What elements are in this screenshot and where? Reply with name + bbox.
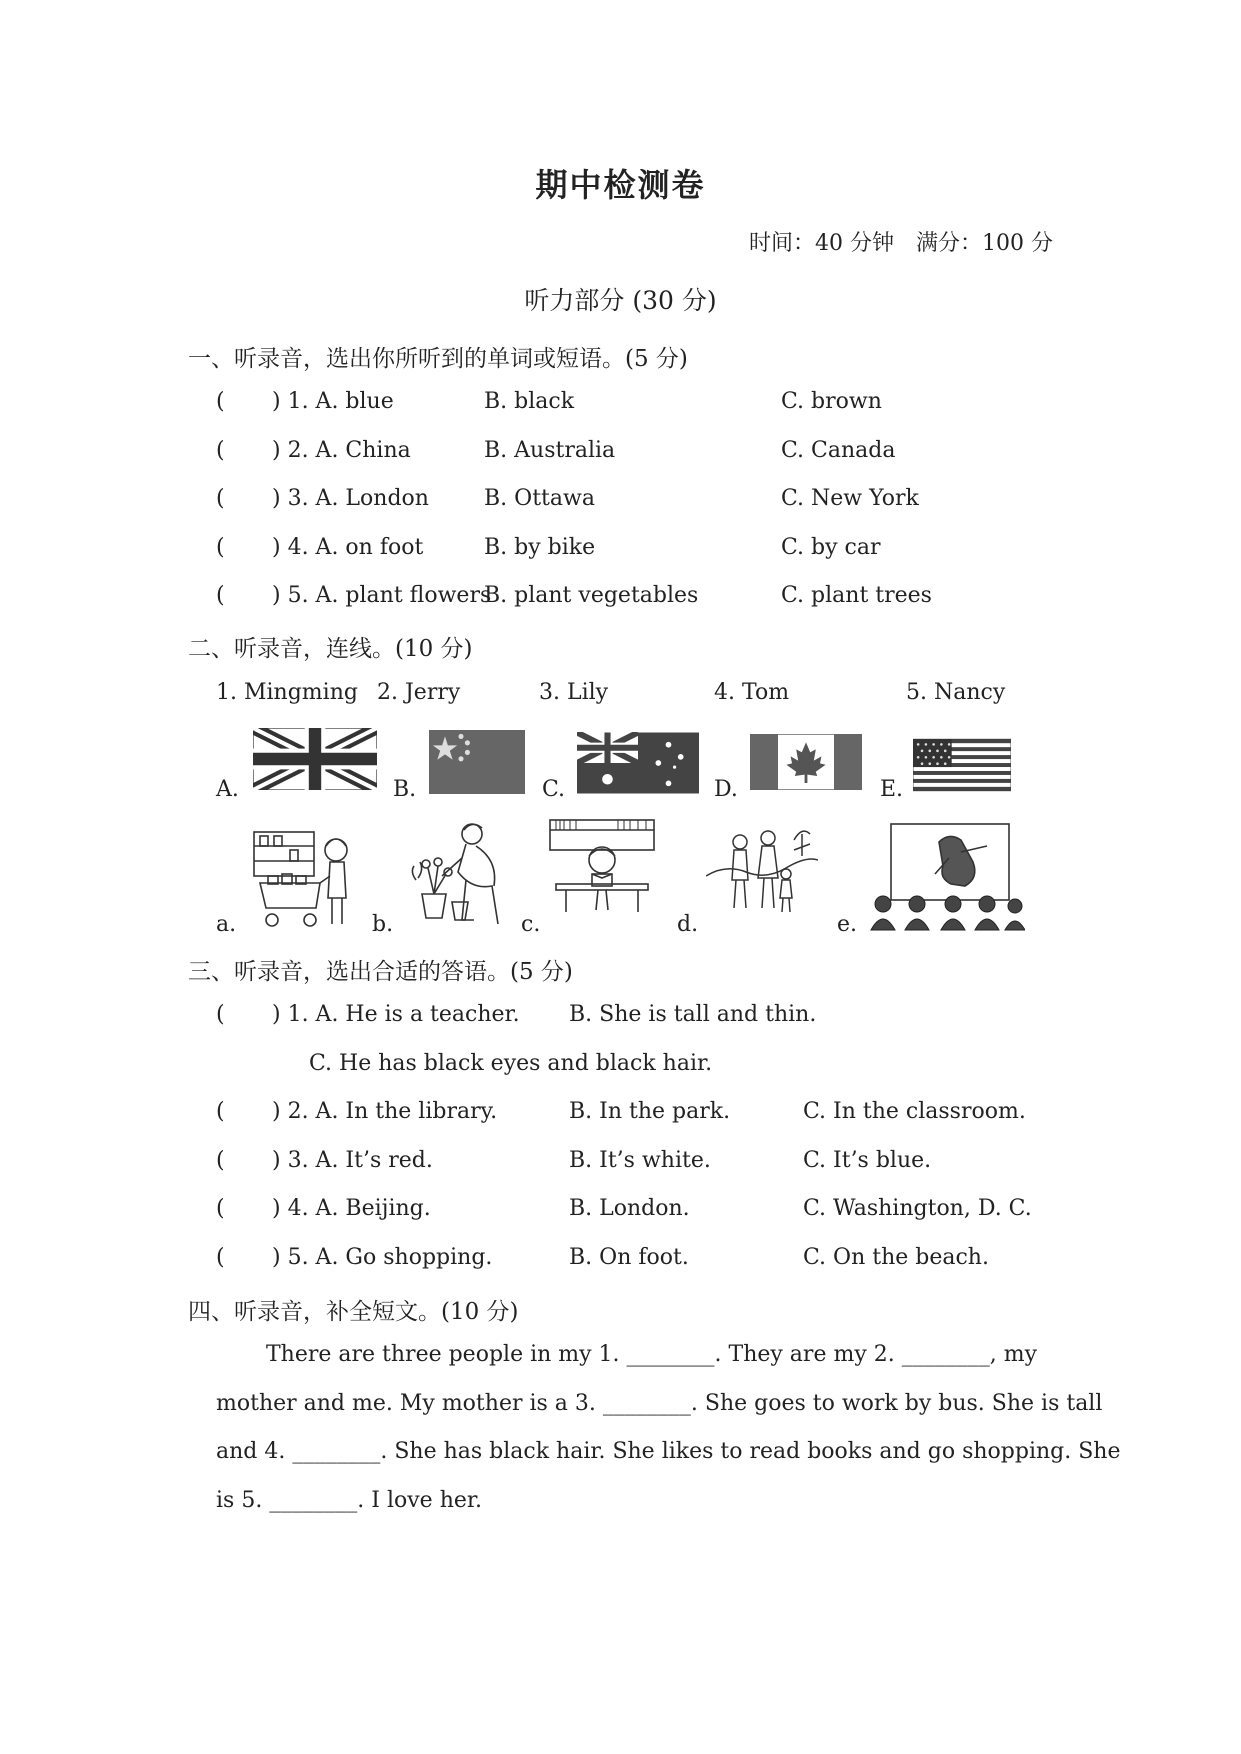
passage-line: and 4. ________. She has black hair. She likes to read books and go shopping. She bbox=[216, 1439, 1121, 1464]
option-a: ) 1. A. He is a teacher. bbox=[272, 1002, 520, 1027]
option-c: C. brown bbox=[781, 389, 882, 414]
option-a: ) 4. A. on foot bbox=[272, 535, 424, 560]
option-b: B. On foot. bbox=[569, 1245, 689, 1270]
flag-label: B. bbox=[393, 777, 417, 802]
passage-line: is 5. ________. I love her. bbox=[216, 1488, 482, 1513]
option-c: C. He has black eyes and black hair. bbox=[309, 1051, 713, 1076]
woman-planting-icon bbox=[402, 820, 514, 932]
flag-label: A. bbox=[216, 777, 239, 802]
answer-paren: ( bbox=[216, 438, 225, 463]
girl-shopping-icon bbox=[250, 828, 360, 934]
name-label: 5. Nancy bbox=[906, 680, 1006, 705]
exam-meta: 时间：40 分钟 满分：100 分 bbox=[749, 231, 1053, 256]
name-label: 3. Lily bbox=[539, 680, 609, 705]
australia-flag-icon bbox=[577, 732, 699, 794]
answer-paren: ( bbox=[216, 583, 225, 608]
option-a: ) 5. A. plant flowers bbox=[272, 583, 492, 608]
page-title: 期中检测卷 bbox=[535, 166, 706, 204]
option-a: ) 3. A. London bbox=[272, 486, 429, 511]
option-b: B. Ottawa bbox=[484, 486, 595, 511]
china-flag-icon bbox=[428, 730, 526, 794]
usa-flag-icon bbox=[913, 736, 1011, 794]
sec1-heading: 一、听录音，选出你所听到的单词或短语。(5 分) bbox=[188, 346, 688, 372]
option-b: B. by bike bbox=[484, 535, 596, 560]
boy-reading-icon bbox=[548, 818, 656, 914]
name-label: 2. Jerry bbox=[377, 680, 461, 705]
flag-label: C. bbox=[542, 777, 566, 802]
option-b: B. In the park. bbox=[569, 1099, 731, 1124]
answer-paren: ( bbox=[216, 1002, 225, 1027]
option-b: B. She is tall and thin. bbox=[569, 1002, 817, 1027]
family-walking-icon bbox=[706, 820, 818, 916]
picture-label: e. bbox=[837, 912, 858, 937]
option-c: C. plant trees bbox=[781, 583, 932, 608]
option-b: B. plant vegetables bbox=[484, 583, 699, 608]
uk-flag-icon bbox=[253, 728, 377, 790]
passage-line: mother and me. My mother is a 3. ________. She goes to work by bus. She is tall bbox=[216, 1391, 1103, 1416]
picture-label: b. bbox=[372, 912, 394, 937]
option-a: ) 2. A. China bbox=[272, 438, 411, 463]
sec2-heading: 二、听录音，连线。(10 分) bbox=[188, 636, 473, 662]
answer-paren: ( bbox=[216, 1148, 225, 1173]
picture-label: c. bbox=[521, 912, 541, 937]
flag-label: D. bbox=[714, 777, 738, 802]
option-c: C. Canada bbox=[781, 438, 896, 463]
canada-flag-icon bbox=[750, 734, 862, 790]
cinema-audience-icon bbox=[869, 822, 1025, 932]
option-a: ) 1. A. blue bbox=[272, 389, 394, 414]
option-a: ) 5. A. Go shopping. bbox=[272, 1245, 493, 1270]
sec3-heading: 三、听录音，选出合适的答语。(5 分) bbox=[188, 959, 573, 985]
option-c: C. On the beach. bbox=[803, 1245, 989, 1270]
picture-label: a. bbox=[216, 912, 237, 937]
answer-paren: ( bbox=[216, 1196, 225, 1221]
option-b: B. Australia bbox=[484, 438, 616, 463]
option-c: C. It’s blue. bbox=[803, 1148, 932, 1173]
flag-label: E. bbox=[880, 777, 904, 802]
sec4-heading: 四、听录音，补全短文。(10 分) bbox=[188, 1299, 519, 1325]
answer-paren: ( bbox=[216, 389, 225, 414]
picture-label: d. bbox=[677, 912, 699, 937]
passage-line: There are three people in my 1. ________. They are my 2. ________, my bbox=[266, 1342, 1037, 1367]
option-b: B. London. bbox=[569, 1196, 690, 1221]
answer-paren: ( bbox=[216, 1245, 225, 1270]
answer-paren: ( bbox=[216, 1099, 225, 1124]
option-a: ) 3. A. It’s red. bbox=[272, 1148, 433, 1173]
option-b: B. black bbox=[484, 389, 575, 414]
name-label: 4. Tom bbox=[714, 680, 790, 705]
option-b: B. It’s white. bbox=[569, 1148, 711, 1173]
name-label: 1. Mingming bbox=[216, 680, 358, 705]
answer-paren: ( bbox=[216, 535, 225, 560]
option-c: C. Washington, D. C. bbox=[803, 1196, 1032, 1221]
section-subtitle: 听力部分 (30 分) bbox=[524, 286, 717, 315]
option-a: ) 2. A. In the library. bbox=[272, 1099, 498, 1124]
answer-paren: ( bbox=[216, 486, 225, 511]
option-a: ) 4. A. Beijing. bbox=[272, 1196, 431, 1221]
option-c: C. In the classroom. bbox=[803, 1099, 1026, 1124]
option-c: C. by car bbox=[781, 535, 881, 560]
option-c: C. New York bbox=[781, 486, 919, 511]
